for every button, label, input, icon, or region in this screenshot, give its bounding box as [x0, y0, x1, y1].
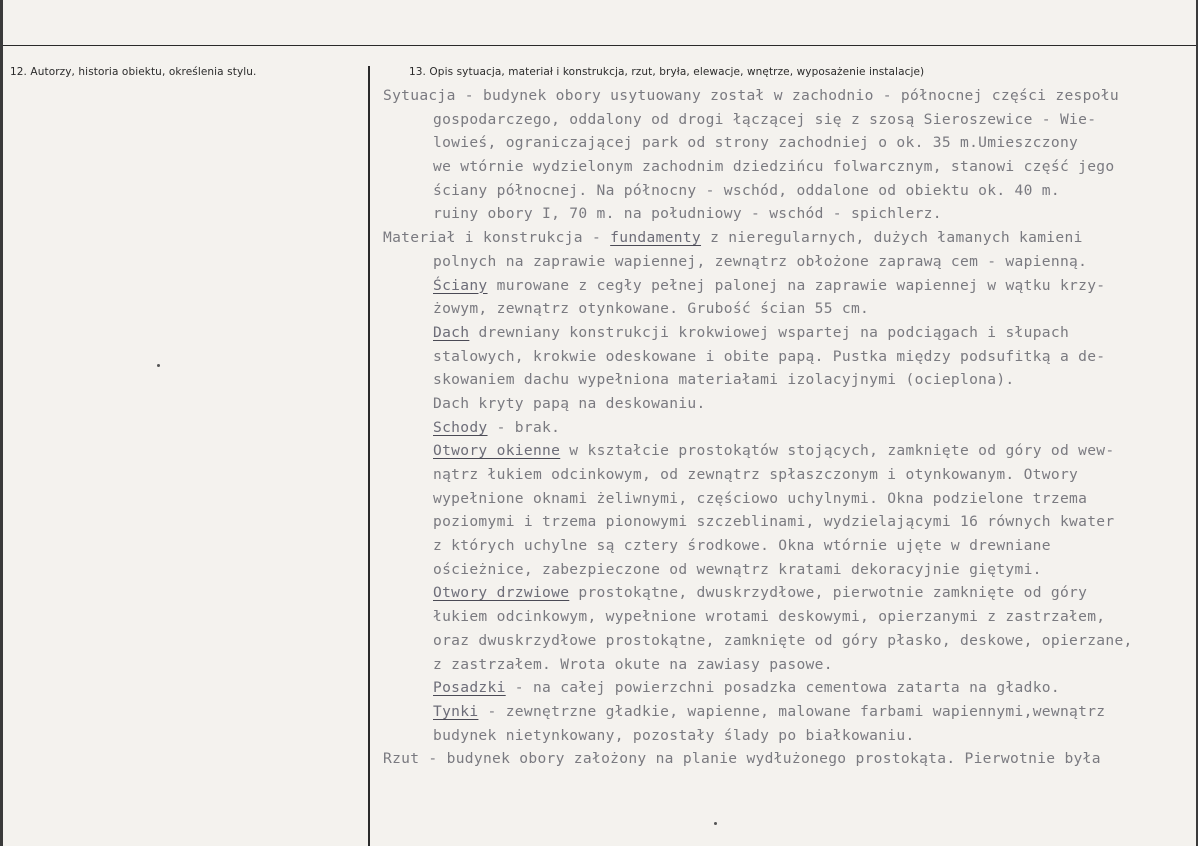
material-label: Materiał i konstrukcja -	[383, 229, 611, 247]
text-span: z nieregularnych, dużych łamanych kamieni	[701, 229, 1083, 247]
posadzki-heading: Posadzki	[433, 679, 506, 697]
description-text	[383, 84, 1193, 771]
text-line: we wtórnie wydzielonym zachodnim dziedzińcu folwarcznym, stanowi część jego	[433, 158, 1115, 176]
text-line: ruiny obory I, 70 m. na południowy - wschód - spichlerz.	[433, 205, 942, 223]
text-span: - brak.	[487, 418, 561, 436]
text-span: - na całej powierzchni posadzka cementowa zatarta na gładko.	[505, 679, 1060, 697]
sytuacja-label: Sytuacja	[383, 87, 456, 104]
text-line	[383, 439, 1193, 463]
text-line	[383, 581, 1193, 605]
text-line: budynek nietynkowany, pozostały ślady po białkowaniu.	[433, 726, 915, 744]
text-line	[383, 700, 1193, 724]
text-line	[383, 676, 1193, 700]
text-line: z zastrzałem. Wrota okute na zawiasy pasowe.	[433, 655, 833, 673]
text-span: prostokątne, dwuskrzydłowe, pierwotnie zamknięte od góry	[569, 584, 1088, 602]
text-line: poziomymi i trzema pionowymi szczeblinami, wydzielającymi 16 równych kwater	[433, 513, 1115, 531]
text-line	[383, 321, 1193, 345]
text-line	[383, 84, 1193, 108]
text-span: murowane z cegły pełnej palonej na zaprawie wapiennej w wątku krzy-	[487, 276, 1106, 294]
text-line	[383, 416, 1193, 440]
otwory-drzwiowe-heading: Otwory drzwiowe	[433, 584, 570, 602]
text-line: z których uchylne są cztery środkowe. Okna wtórnie ujęte w drewniane	[433, 537, 1051, 555]
text-line: gospodarczego, oddalony od drogi łączącej się z szosą Sieroszewice - Wie-	[433, 110, 1097, 128]
text-line: oraz dwuskrzydłowe prostokątne, zamknięte od góry płasko, deskowe, opierzane,	[433, 631, 1133, 649]
top-border	[0, 0, 1198, 46]
text-line: nątrz łukiem odcinkowym, od zewnątrz spłaszczonym i otynkowanym. Otwory	[433, 466, 1079, 483]
text-line	[383, 226, 1193, 250]
text-span: - zewnętrzne gładkie, wapienne, malowane farbami wapiennymi,wewnątrz	[478, 702, 1106, 720]
scan-speck	[714, 822, 717, 825]
sciany-heading: Ściany	[433, 276, 488, 294]
section-13-heading: 13. Opis sytuacja, materiał i konstrukcja, rzut, bryła, elewacje, wnętrze, wyposażenie instalacje)	[409, 66, 925, 78]
text-line: ściany północnej. Na północny - wschód, oddalone od obiektu ok. 40 m.	[433, 181, 1060, 199]
scan-speck	[157, 364, 160, 367]
text-line: stalowych, krokwie odeskowane i obite papą. Pustka między podsufitką a de-	[433, 347, 1106, 365]
text-line	[383, 274, 1193, 298]
text-span: - budynek obory usytuowany został w zachodnio - północnej części zespołu	[455, 87, 1119, 104]
text-line: ościeżnice, zabezpieczone od wewnątrz kratami dekoracyjnie giętymi.	[433, 560, 1042, 578]
text-line: łukiem odcinkowym, wypełnione wrotami deskowymi, opierzanymi z zastrzałem,	[433, 608, 1106, 626]
otwory-okienne-heading: Otwory okienne	[433, 442, 561, 460]
column-divider	[368, 66, 370, 846]
text-span: w kształcie prostokątów stojących, zamknięte od góry od wew-	[560, 442, 1115, 460]
text-line: Dach kryty papą na deskowaniu.	[433, 394, 706, 412]
text-line: lowieś, ograniczającej park od strony zachodniej o ok. 35 m.Umieszczony	[433, 134, 1079, 152]
text-line: żowym, zewnątrz otynkowane. Grubość ścian 55 cm.	[433, 300, 870, 318]
text-line: polnych na zaprawie wapiennej, zewnątrz obłożone zaprawą cem - wapienną.	[433, 252, 1088, 270]
text-line: wypełnione oknami żeliwnymi, częściowo uchylnymi. Okna podzielone trzema	[433, 489, 1088, 507]
fundamenty-heading: fundamenty	[610, 229, 702, 247]
dach-heading: Dach	[433, 323, 470, 341]
section-12-heading: 12. Autorzy, historia obiektu, określenia stylu.	[10, 66, 257, 78]
text-span: drewniany konstrukcji krokwiowej wspartej na podciągach i słupach	[469, 323, 1070, 341]
tynki-heading: Tynki	[433, 702, 479, 720]
schody-heading: Schody	[433, 418, 488, 436]
text-line: Rzut - budynek obory założony na planie wydłużonego prostokąta. Pierwotnie była	[383, 750, 1101, 768]
text-line: skowaniem dachu wypełniona materiałami izolacyjnymi (ocieplona).	[433, 371, 1015, 389]
left-border	[0, 0, 3, 846]
